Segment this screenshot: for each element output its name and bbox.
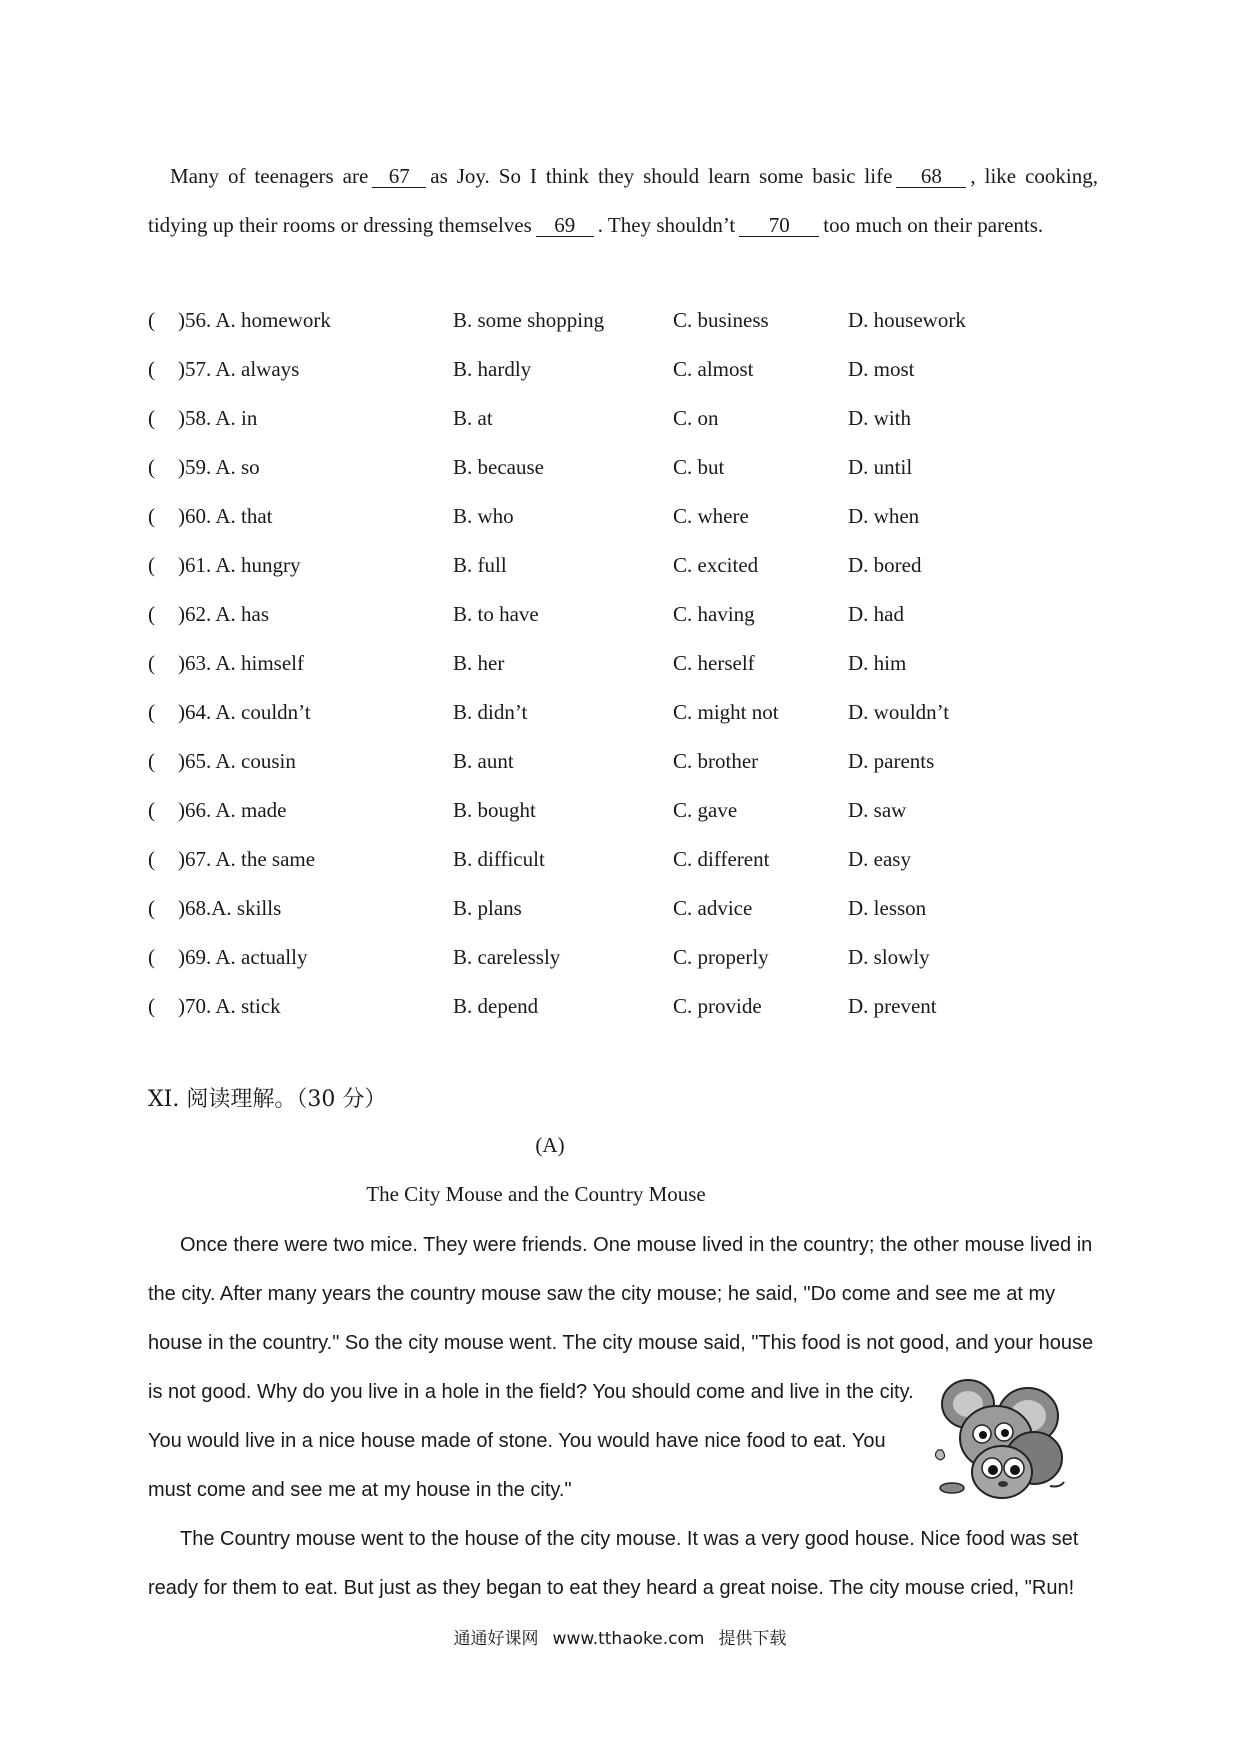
option-d: D. until <box>848 455 913 479</box>
cloze-text: , like cooking, tidying up their rooms or dressing themselves <box>148 164 1098 237</box>
option-b: B. plans <box>453 896 522 920</box>
passage-label: (A) <box>535 1133 565 1157</box>
footer <box>0 1624 1240 1649</box>
option-b: B. didn’t <box>453 700 528 724</box>
story-line: house in the country." So the city mouse went. The city mouse said, "This food is not good, and your house <box>148 1332 1094 1354</box>
answer-paren: ( <box>148 406 155 430</box>
option-c: C. properly <box>673 945 769 969</box>
answer-paren: ( <box>148 651 155 675</box>
option-d: D. easy <box>848 847 911 871</box>
answer-paren: ( <box>148 700 155 724</box>
option-a: )58. A. in <box>178 406 258 430</box>
footer-url[interactable]: www.tthaoke.com <box>552 1629 705 1649</box>
option-d: D. had <box>848 602 904 626</box>
option-d: D. parents <box>848 749 935 773</box>
option-b: B. difficult <box>453 847 545 871</box>
blank-67: 67 <box>372 165 426 188</box>
answer-paren: ( <box>148 602 155 626</box>
option-b: B. some shopping <box>453 308 605 332</box>
answer-paren: ( <box>148 504 155 528</box>
option-d: D. bored <box>848 553 922 577</box>
option-a: )61. A. hungry <box>178 553 301 577</box>
option-b: B. because <box>453 455 544 479</box>
option-c: C. on <box>673 406 719 430</box>
story-line: You would live in a nice house made of stone. You would have nice food to eat. You <box>148 1430 886 1452</box>
option-b: B. aunt <box>453 749 514 773</box>
option-c: C. almost <box>673 357 754 381</box>
story-title: The City Mouse and the Country Mouse <box>366 1182 706 1206</box>
option-c: C. herself <box>673 651 755 675</box>
option-b: B. her <box>453 651 505 675</box>
option-d: D. saw <box>848 798 907 822</box>
option-d: D. him <box>848 651 907 675</box>
question-row <box>148 496 1108 545</box>
cloze-text: as Joy. So I think they should learn some basic life <box>430 164 893 188</box>
option-b: B. carelessly <box>453 945 561 969</box>
answer-paren: ( <box>148 798 155 822</box>
cloze-paragraph <box>148 152 1098 250</box>
option-c: C. business <box>673 308 769 332</box>
option-b: B. to have <box>453 602 539 626</box>
story-line: Once there were two mice. They were friends. One mouse lived in the country; the other mouse lived in <box>180 1234 1093 1256</box>
answer-paren: ( <box>148 455 155 479</box>
question-row <box>148 349 1108 398</box>
blank-70: 70 <box>739 214 819 237</box>
answer-paren: ( <box>148 749 155 773</box>
option-a: )64. A. couldn’t <box>178 700 311 724</box>
option-d: D. most <box>848 357 915 381</box>
option-d: D. prevent <box>848 994 937 1018</box>
answer-paren: ( <box>148 553 155 577</box>
question-row <box>148 692 1108 741</box>
story-line: the city. After many years the country mouse saw the city mouse; he said, "Do come and see me at my <box>148 1283 1056 1305</box>
question-row <box>148 545 1108 594</box>
blank-68: 68 <box>896 165 966 188</box>
option-b: B. who <box>453 504 514 528</box>
question-row <box>148 937 1108 986</box>
option-a: )68.A. skills <box>178 896 282 920</box>
question-row <box>148 790 1108 839</box>
option-a: )56. A. homework <box>178 308 331 332</box>
option-d: D. lesson <box>848 896 927 920</box>
option-a: )65. A. cousin <box>178 749 296 773</box>
question-row <box>148 300 1108 349</box>
option-c: C. but <box>673 455 725 479</box>
cloze-passage-end <box>148 152 1098 250</box>
option-a: )67. A. the same <box>178 847 316 871</box>
footer-suffix: 提供下载 <box>718 1629 787 1649</box>
option-a: )59. A. so <box>178 455 260 479</box>
option-d: D. wouldn’t <box>848 700 950 724</box>
option-b: B. bought <box>453 798 536 822</box>
option-a: )63. A. himself <box>178 651 304 675</box>
mice-illustration-icon <box>930 1376 1068 1502</box>
question-row <box>148 594 1108 643</box>
option-c: C. gave <box>673 798 738 822</box>
option-c: C. excited <box>673 553 759 577</box>
option-b: B. hardly <box>453 357 532 381</box>
option-a: )69. A. actually <box>178 945 308 969</box>
option-c: C. having <box>673 602 755 626</box>
option-d: D. slowly <box>848 945 930 969</box>
story-line: is not good. Why do you live in a hole in the field? You should come and live in the city. <box>148 1381 914 1403</box>
footer-site-name: 通通好课网 <box>453 1629 539 1649</box>
option-a: )70. A. stick <box>178 994 281 1018</box>
option-a: )57. A. always <box>178 357 300 381</box>
answer-paren: ( <box>148 945 155 969</box>
option-b: B. depend <box>453 994 539 1018</box>
story-line: must come and see me at my house in the city." <box>148 1479 572 1501</box>
option-c: C. brother <box>673 749 759 773</box>
option-a: )62. A. has <box>178 602 269 626</box>
question-list <box>148 300 1108 1035</box>
option-d: D. with <box>848 406 911 430</box>
story-line: ready for them to eat. But just as they began to eat they heard a great noise. The city mouse cried, "Run! <box>148 1577 1075 1599</box>
option-c: C. different <box>673 847 770 871</box>
cloze-text: Many of teenagers are <box>170 164 369 188</box>
option-c: C. might not <box>673 700 779 724</box>
option-c: C. provide <box>673 994 762 1018</box>
cloze-text: too much on their parents. <box>823 213 1044 237</box>
answer-paren: ( <box>148 896 155 920</box>
question-row <box>148 398 1108 447</box>
section-heading: XI. 阅读理解。（30 分） <box>148 1087 387 1112</box>
option-b: B. full <box>453 553 507 577</box>
answer-paren: ( <box>148 847 155 871</box>
option-a: )66. A. made <box>178 798 287 822</box>
option-d: D. when <box>848 504 920 528</box>
answer-paren: ( <box>148 994 155 1018</box>
answer-paren: ( <box>148 357 155 381</box>
option-a: )60. A. that <box>178 504 273 528</box>
option-b: B. at <box>453 406 493 430</box>
option-d: D. housework <box>848 308 966 332</box>
option-c: C. advice <box>673 896 753 920</box>
question-row <box>148 888 1108 937</box>
question-row <box>148 741 1108 790</box>
question-row <box>148 839 1108 888</box>
cloze-text: . They shouldn’t <box>597 213 736 237</box>
question-row <box>148 447 1108 496</box>
story-line: The Country mouse went to the house of the city mouse. It was a very good house. Nice food was set <box>180 1528 1079 1550</box>
option-c: C. where <box>673 504 749 528</box>
question-row <box>148 643 1108 692</box>
blank-69: 69 <box>536 214 594 237</box>
answer-paren: ( <box>148 308 155 332</box>
question-row <box>148 986 1108 1035</box>
